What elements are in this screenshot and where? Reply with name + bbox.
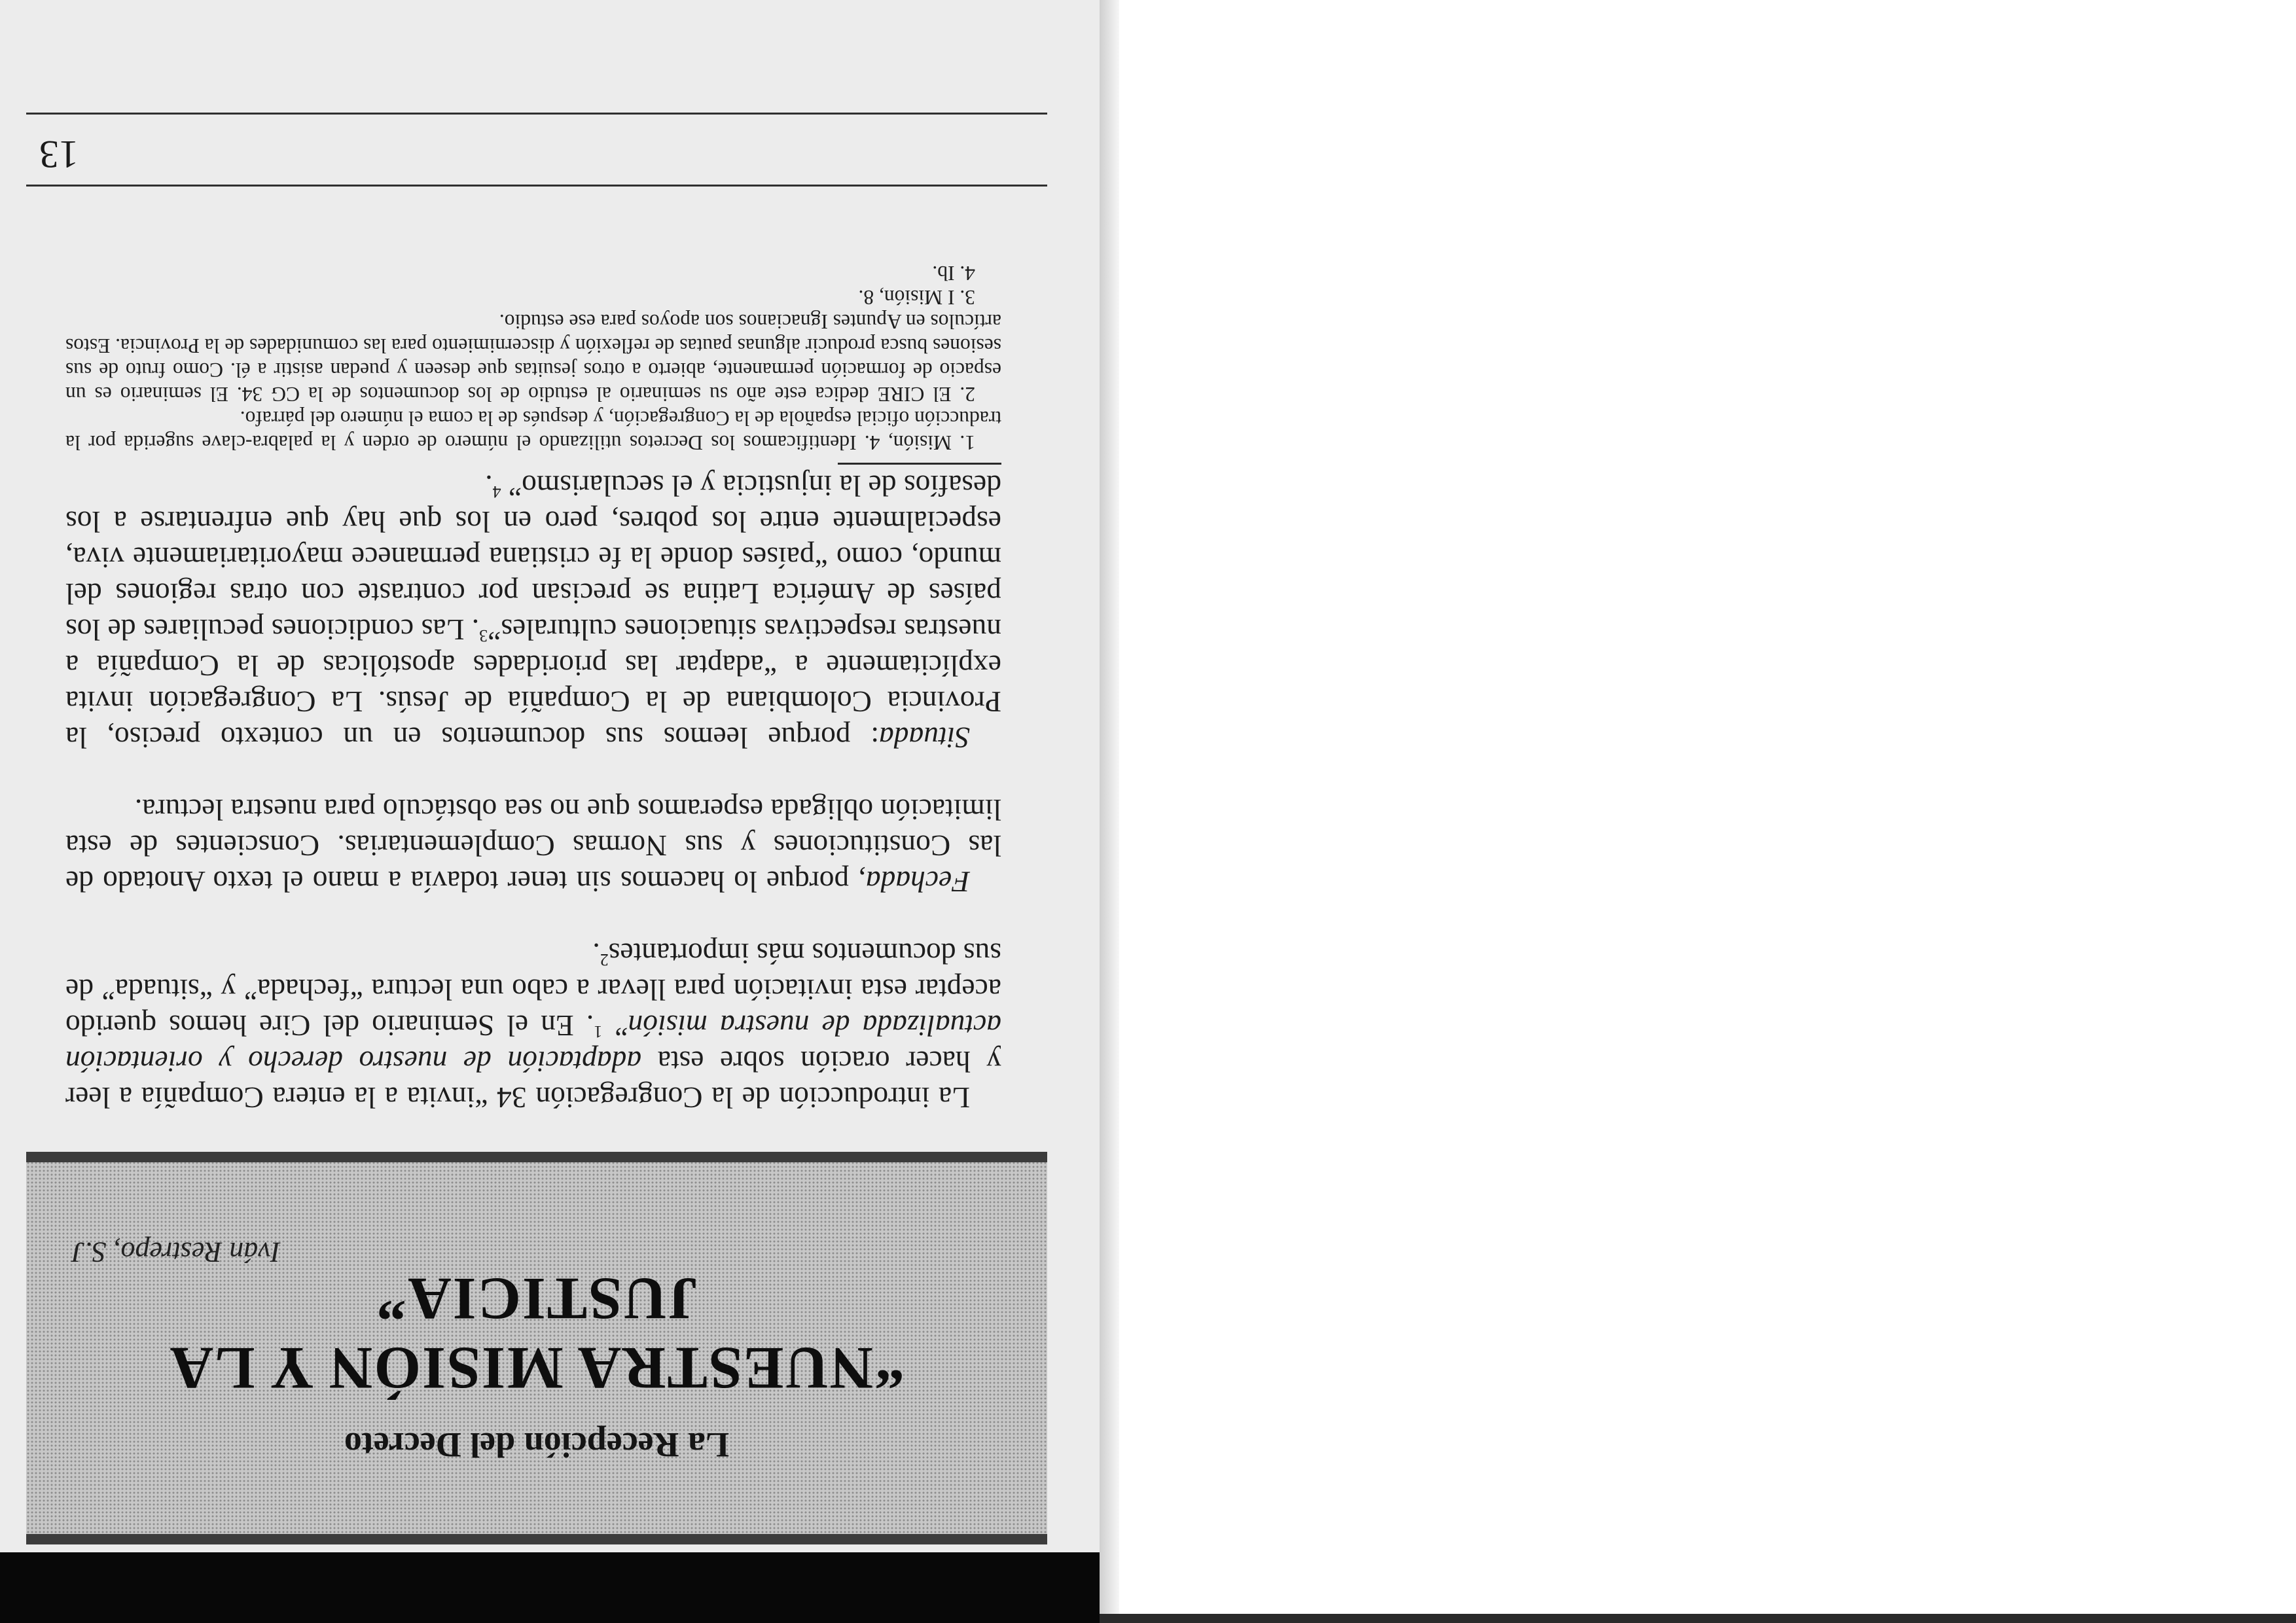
text-run: : porque leemos sus documentos en un contexto preciso, la Provincia Colombiana de la Compañía de Jesús. La Congregación invita explícitamente a “adaptar las prioridades apostólicas de la Compañía a nuestras respectivas situaciones culturales” — [65, 613, 1001, 755]
footnotes — [65, 261, 1001, 455]
article-body — [65, 468, 1001, 1116]
footnote-ref: 4 — [492, 482, 501, 502]
title-band — [26, 1152, 1047, 1544]
article-supertitle: La Recepción del Decreto — [344, 1425, 730, 1465]
footnote-1: 1. Misión, 4. Identificamos los Decretos utilizando el número de orden y la palabra-clave sugerida por la traducción oficial española de la Congregación, y después de la coma el número del párrafo. — [65, 407, 1001, 454]
right-page-blank — [1119, 0, 2296, 1623]
paragraph-fechada — [65, 792, 1001, 900]
paragraph-introduction — [65, 936, 1001, 1116]
text-run-italic: Fechada — [865, 865, 970, 899]
page-content-rotated — [26, 46, 1047, 1544]
footnote-ref: 2 — [600, 950, 609, 970]
scan-dark-edge — [0, 1552, 1100, 1623]
page-rule-bottom — [26, 113, 1047, 115]
text-run: La introducción de la Congregación 34 “invita a la entera Compañía a leer y hacer oración sobre esta — [65, 1045, 1001, 1115]
footnote-3: 3. I Misión, 8. — [858, 286, 975, 309]
footnote-2: 2. El CIRE dedica este año su seminario al estudio de los documentos de la CG 34. El seminario es un espacio de formación permanente, abierto a otros jesuitas que deseen y puedan asistir a él. Como fruto de sus sesiones busca producir algunas pautas de reflexión y discernimiento para las comunidades de la Provincia. Estos artículos en Apuntes Ignacianos son apoyos para ese estudio. — [65, 310, 1001, 406]
footnote-ref: 3 — [479, 626, 488, 646]
book-gutter — [1100, 0, 1119, 1623]
text-run: . — [485, 469, 493, 503]
text-run: ” — [602, 1009, 628, 1043]
footnote-ref: 1 — [594, 1022, 603, 1042]
text-run: . Las condiciones peculiares de los países de América Latina se precisan por contraste con otras regiones del mundo, como “países donde la fe cristiana permanece mayoritariamente viva, especialmente entre los pobres, pero en los que hay que enfrentarse a los desafíos de la injusticia y el secularismo” — [65, 469, 1001, 647]
text-run: . En el Seminario del Cire hemos querido aceptar esta invitación para llevar a cabo una lectura “fechada” y “situada” de sus documentos más importantes — [65, 937, 1001, 1043]
text-run-italic: adaptación de nuestro derecho y orientación actualizada de nuestra misión — [65, 1009, 1001, 1079]
text-run-italic: Situada — [878, 721, 970, 755]
page-rule-top — [26, 185, 1047, 187]
footnote-4: 4. Ib. — [932, 262, 975, 285]
page-number: 13 — [39, 133, 79, 176]
article-author: Iván Restrepo, S.J — [72, 1236, 281, 1268]
article-title: “NUESTRA MISIÓN Y LA JUSTICIA” — [168, 1266, 905, 1402]
text-run: . — [592, 937, 600, 971]
footnote-separator — [838, 463, 1001, 465]
scan-dark-edge-right — [1100, 1614, 2296, 1623]
text-run: , porque lo hacemos sin tener todavía a mano el texto Anotado de las Constituciones y sus Normas Complementarias. Conscientes de esta limitación obligada esperamos que no sea obstáculo para nuestra lectura. — [65, 793, 1001, 899]
paragraph-situada — [65, 468, 1001, 756]
